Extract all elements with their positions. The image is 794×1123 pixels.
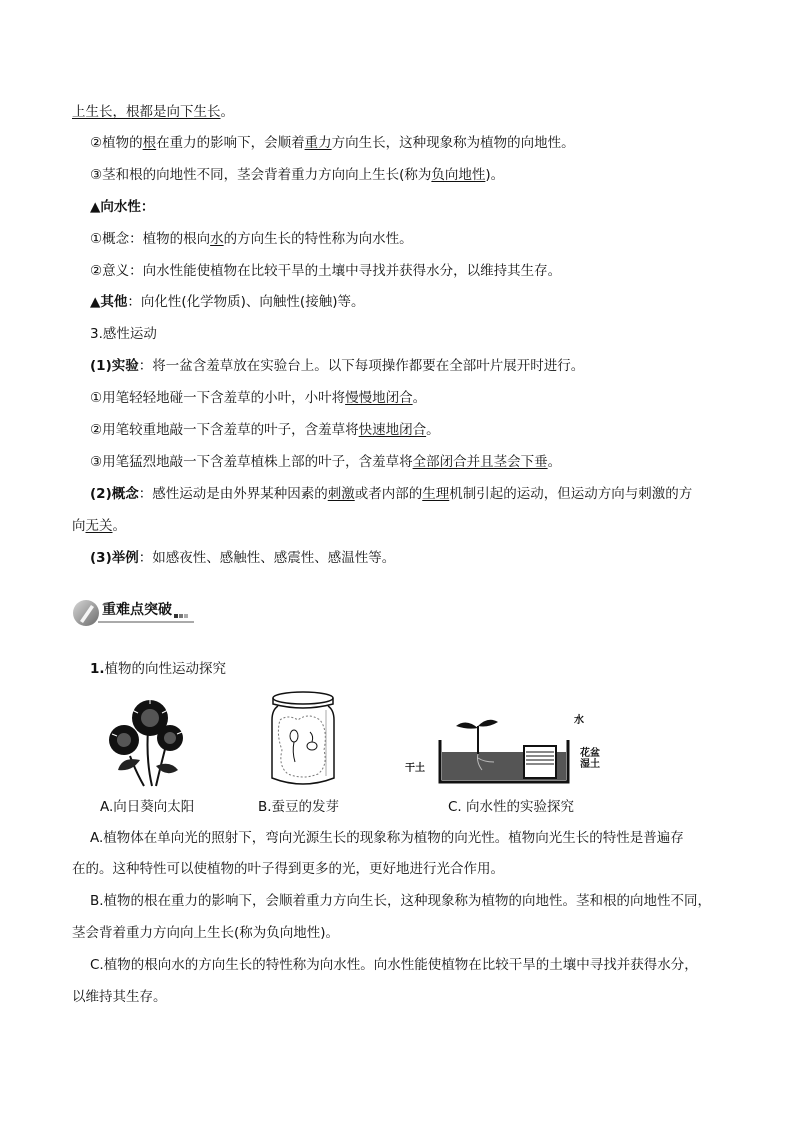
hydrotropism-diagram: [438, 715, 584, 784]
para-line: (3)举例：如感夜性、感触性、感震性、感温性等。: [90, 550, 396, 566]
para-line: (2)概念：感性运动是由外界某种因素的刺激或者内部的生理机制引起的运动，但运动方向与刺激的方: [90, 486, 693, 502]
heading-water: ▲向水性：: [90, 199, 155, 215]
para-line: ③用笔猛烈地敲一下含羞草植株上部的叶子，含羞草将全部闭合并且茎会下垂。: [90, 454, 562, 470]
subheading-sensory: 3.感性运动: [90, 326, 157, 342]
para-line: ①用笔轻轻地碰一下含羞草的小叶，小叶将慢慢地闭合。: [90, 390, 427, 406]
para-line: ②用笔较重地敲一下含羞草的叶子，含羞草将快速地闭合。: [90, 422, 440, 438]
caption-c: C. 向水性的实验探究: [448, 799, 575, 815]
para-line: 上生长，根都是向下生长。: [72, 104, 234, 120]
para-line: 茎会背着重力方向向上生长(称为负向地性)。: [72, 925, 340, 941]
para-line: 向无关。: [72, 518, 126, 534]
para-line: (1)实验：将一盆含羞草放在实验台上。以下每项操作都要在全部叶片展开时进行。: [90, 358, 585, 374]
section-banner: [72, 596, 196, 630]
caption-a: A.向日葵向太阳: [100, 799, 195, 815]
para-line: ②意义：向水性能使植物在比较干旱的土壤中寻找并获得水分，以维持其生存。: [90, 263, 562, 279]
caption-b: B.蚕豆的发芽: [258, 799, 340, 815]
para-line: 以维持其生存。: [72, 989, 167, 1005]
sunflower-figure: [100, 690, 192, 788]
para-line: ▲其他：向化性(化学物质)、向触性(接触)等。: [90, 294, 365, 310]
para-line: B.植物的根在重力的影响下，会顺着重力方向生长，这种现象称为植物的向地性。茎和根的向地性不同，: [90, 893, 712, 909]
label-water: 水: [574, 715, 584, 726]
para-line: C.植物的根向水的方向生长的特性称为向水性。向水性能使植物在比较干旱的土壤中寻找并获得水分，: [90, 957, 698, 973]
label-dry-soil: 干土: [405, 763, 425, 774]
label-wet-soil: 湿土: [580, 759, 600, 770]
para-line: 在的。这种特性可以使植物的叶子得到更多的光，更好地进行光合作用。: [72, 861, 504, 877]
para-line: A.植物体在单向光的照射下，弯向光源生长的现象称为植物的向光性。植物向光生长的特性是普遍存: [90, 830, 684, 846]
jar-figure: [268, 690, 338, 790]
para-line: ②植物的根在重力的影响下，会顺着重力方向生长，这种现象称为植物的向地性。: [90, 135, 575, 151]
subheading-tropism: 1.植物的向性运动探究: [90, 661, 227, 677]
section-title: 重难点突破: [102, 602, 172, 618]
label-pot: 花盆: [580, 748, 600, 759]
para-line: ③茎和根的向地性不同，茎会背着重力方向向上生长(称为负向地性)。: [90, 167, 505, 183]
para-line: ①概念：植物的根向水的方向生长的特性称为向水性。: [90, 231, 413, 247]
